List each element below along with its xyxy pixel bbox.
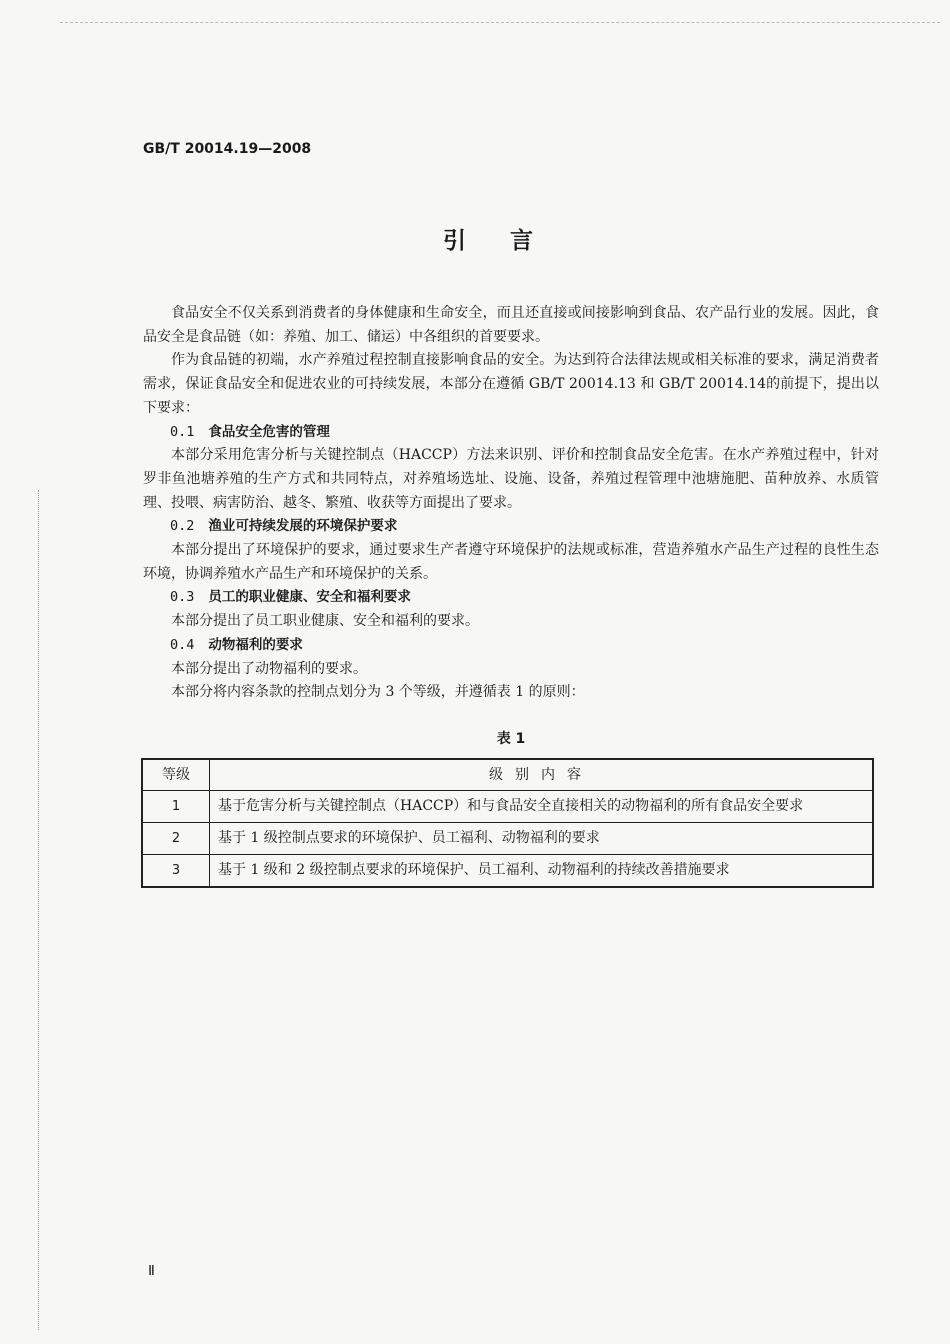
table-row bbox=[142, 791, 873, 823]
body-text bbox=[143, 302, 879, 705]
section-heading-0-3 bbox=[143, 586, 879, 610]
scan-edge-line bbox=[60, 22, 940, 23]
section-text-0-2: 本部分提出了环境保护的要求，通过要求生产者遵守环境保护的法规或标准，营造养殖水产品生产过程的良性生态环境，协调养殖水产品生产和环境保护的关系。 bbox=[143, 542, 879, 582]
levels-table bbox=[141, 758, 874, 888]
level-cell: 1 bbox=[142, 791, 210, 823]
section-heading-0-1 bbox=[143, 421, 879, 445]
intro-paragraph-2: 作为食品链的初端，水产养殖过程控制直接影响食品的安全。为达到符合法律法规或相关标准的要求，满足消费者需求，保证食品安全和促进农业的可持续发展，本部分在遵循 GB/T 20014.13 和 GB/T 20014.14的前提下，提出以下要求： bbox=[143, 352, 879, 416]
section-heading-0-4 bbox=[143, 634, 879, 658]
column-header-level: 等级 bbox=[142, 759, 210, 791]
section-heading-0-2 bbox=[143, 515, 879, 539]
content-cell: 基于危害分析与关键控制点（HACCP）和与食品安全直接相关的动物福利的所有食品安全要求 bbox=[210, 791, 874, 823]
section-number: 0.2 bbox=[170, 518, 195, 535]
section-number: 0.4 bbox=[170, 636, 195, 653]
table-row bbox=[142, 855, 873, 888]
section-text-0-3: 本部分提出了员工职业健康、安全和福利的要求。 bbox=[171, 613, 479, 630]
level-cell: 3 bbox=[142, 855, 210, 888]
page-title: 引言 bbox=[443, 228, 577, 254]
table-header-row bbox=[142, 759, 873, 791]
section-number: 0.3 bbox=[170, 589, 195, 606]
closing-paragraph: 本部分将内容条款的控制点划分为 3 个等级，并遵循表 1 的原则： bbox=[171, 684, 585, 701]
standard-code: GB/T 20014.19—2008 bbox=[143, 141, 312, 157]
section-number: 0.1 bbox=[170, 423, 195, 440]
section-text-0-4: 本部分提出了动物福利的要求。 bbox=[171, 660, 367, 677]
page-number: Ⅱ bbox=[148, 1264, 155, 1279]
table-row bbox=[142, 823, 873, 855]
level-cell: 2 bbox=[142, 823, 210, 855]
table-caption: 表 1 bbox=[496, 731, 526, 747]
section-text-0-1: 本部分采用危害分析与关键控制点（HACCP）方法来识别、评价和控制食品安全危害。在水产养殖过程中，针对罗非鱼池塘养殖的生产方式和共同特点，对养殖场选址、设施、设备，养殖过程管理中池塘施肥、苗种放养、水质管理、投喂、病害防治、越冬、繁殖、收获等方面提出了要求。 bbox=[143, 447, 879, 511]
section-title: 员工的职业健康、安全和福利要求 bbox=[208, 589, 411, 606]
intro-paragraph-1: 食品安全不仅关系到消费者的身体健康和生命安全，而且还直接或间接影响到食品、农产品行业的发展。因此，食品安全是食品链（如：养殖、加工、储运）中各组织的首要要求。 bbox=[143, 305, 879, 345]
content-cell: 基于 1 级和 2 级控制点要求的环境保护、员工福利、动物福利的持续改善措施要求 bbox=[210, 855, 874, 888]
section-title: 动物福利的要求 bbox=[208, 636, 303, 653]
section-title: 食品安全危害的管理 bbox=[208, 423, 330, 440]
column-header-content: 级别内容 bbox=[210, 759, 874, 791]
content-cell: 基于 1 级控制点要求的环境保护、员工福利、动物福利的要求 bbox=[210, 823, 874, 855]
section-title: 渔业可持续发展的环境保护要求 bbox=[208, 518, 398, 535]
scan-margin-line bbox=[38, 490, 39, 1330]
